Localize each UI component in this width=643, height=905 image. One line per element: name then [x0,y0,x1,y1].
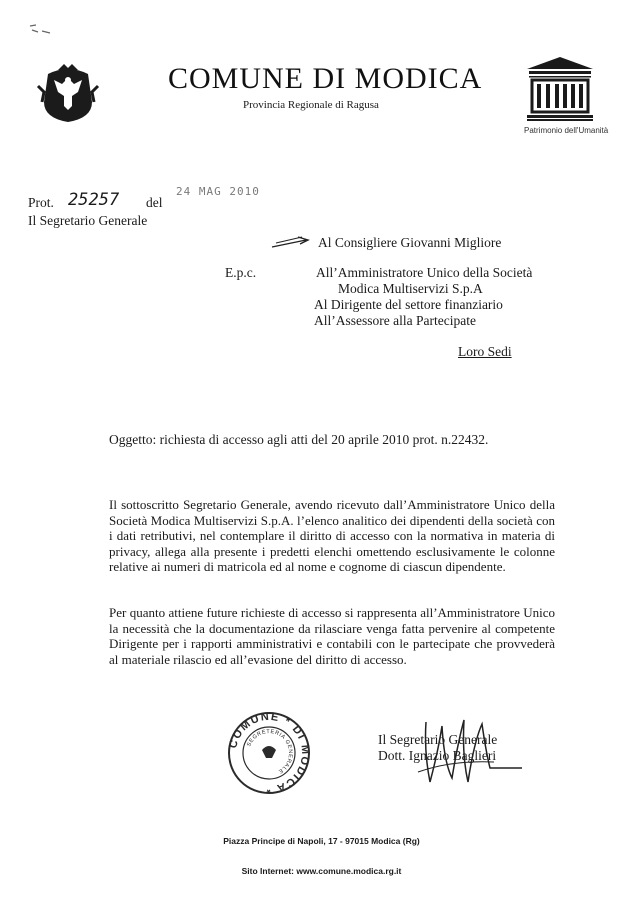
footer-website: Sito Internet: www.comune.modica.rg.it [241,866,402,876]
date-stamp: 24 MAG 2010 [176,185,260,198]
subject-line: Oggetto: richiesta di accesso agli atti del 20 aprile 2010 prot. n.22432. [109,432,489,447]
recipient-primary: Al Consigliere Giovanni Migliore [318,235,502,250]
page-subtitle: Provincia Regionale di Ragusa [243,99,379,111]
protocol-del-label: del [146,195,163,210]
recipient-line: All’Amministratore Unico della Società [316,265,533,280]
coat-of-arms-icon [34,62,102,124]
signature-role: Il Segretario Generale [378,732,498,747]
scan-mark [28,22,58,36]
official-stamp-icon [226,710,312,796]
recipient-line: Modica Multiservizi S.p.A [338,281,483,296]
sender-line: Il Segretario Generale [28,213,148,228]
handwritten-arrow-icon [270,234,312,250]
handwritten-signature-icon [412,712,532,792]
body-paragraph: Per quanto attiene future richieste di accesso si rappresenta all’Amministratore Unico la necessità che la documentazione da rilasciare venga fatta pervenire al competente Dirigente per i rapporti amministrativi e contabili con le partecipate che provvederà al materiale rilascio ed all’evasione del diritto di accesso. [109,605,555,667]
unesco-caption: Patrimonio dell'Umanità [524,126,609,135]
page-title: COMUNE DI MODICA [168,62,483,95]
unesco-logo-icon [525,55,595,123]
svg-text:COMUNE * DI MODICA *: COMUNE * DI MODICA * [227,710,312,796]
signature-name: Dott. Ignazio Baglieri [378,748,497,763]
protocol-label: Prot. [28,195,54,210]
recipient-line: Al Dirigente del settore finanziario [314,297,503,312]
recipient-line: All’Assessore alla Partecipate [314,313,476,328]
protocol-number: 25257 [68,190,120,210]
recipients-closing: Loro Sedi [458,344,512,359]
footer-address: Piazza Principe di Napoli, 17 - 97015 Modica (Rg) [223,836,420,846]
svg-text:SEGRETERIA GENERALE: SEGRETERIA GENERALE [246,728,294,775]
body-paragraph: Il sottoscritto Segretario Generale, avendo ricevuto dall’Amministratore Unico della Società Modica Multiservizi S.p.A. l’elenco analitico dei dipendenti della società con i dati retributivi, nel contemplare il diritto di accesso con la normativa in materia di privacy, allega alla presente i predetti elenchi omettendo esclusivamente le colonne relative ai numeri di matricola ed al nome e cognome di ciascun dipendente. [109,497,555,575]
epc-label: E.p.c. [225,265,257,280]
